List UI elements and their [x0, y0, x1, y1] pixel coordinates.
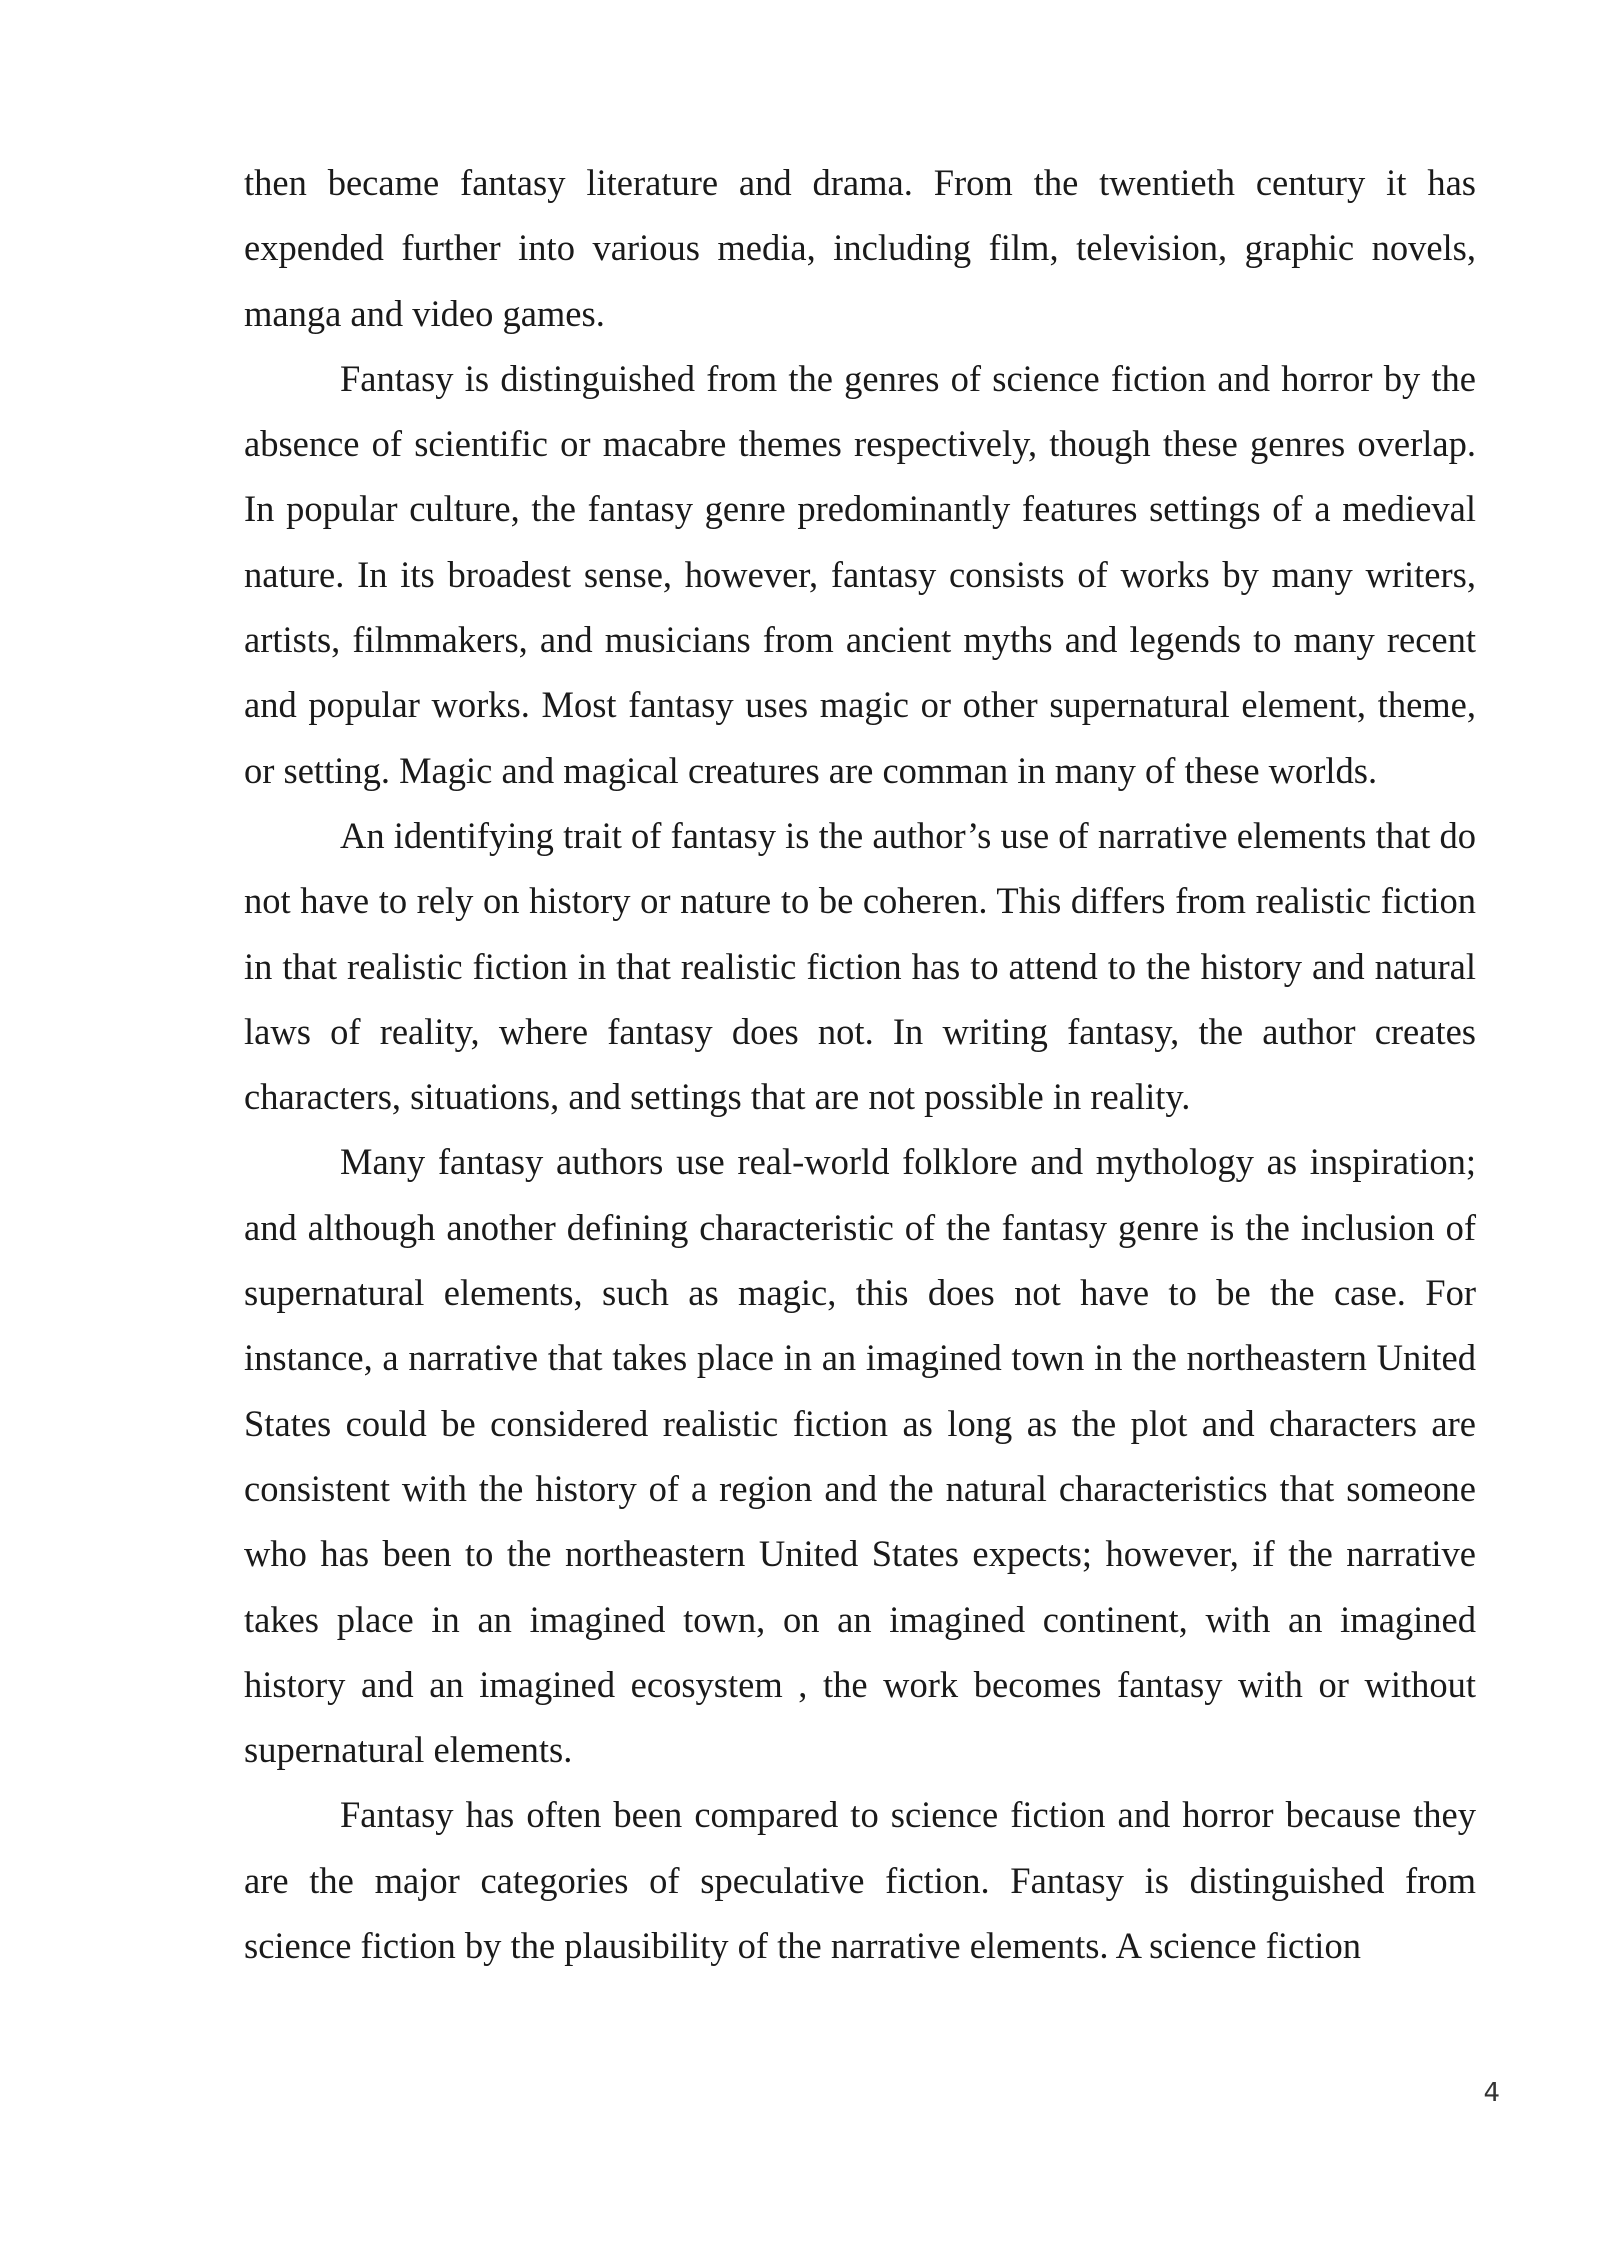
- paragraph-5: Fantasy has often been compared to science fiction and horror because they are the major categories of speculative fiction. Fantasy is distinguished from science fiction by the plausibility of the narrative elements. A science fiction: [244, 1794, 1476, 1967]
- paragraph-1: then became fantasy literature and drama. From the twentieth century it has expended further into various media, including film, television, graphic novels, manga and video games.: [244, 162, 1476, 334]
- body-text: [244, 150, 1476, 1978]
- page-number: 4: [1483, 2078, 1500, 2108]
- paragraph-4: Many fantasy authors use real-world folklore and mythology as inspiration; and although another defining characteristic of the fantasy genre is the inclusion of supernatural elements, such as magic, this does not have to be the case. For instance, a narrative that takes place in an imagined town in the northeastern United States could be considered realistic fiction as long as the plot and characters are consistent with the history of a region and the natural characteristics that someone who has been to the northeastern United States expects; however, if the narrative takes place in an imagined town, on an imagined continent, with an imagined history and an imagined ecosystem , the work becomes fantasy with or without supernatural elements.: [244, 1141, 1476, 1771]
- paragraph-3: An identifying trait of fantasy is the author’s use of narrative elements that do not have to rely on history or nature to be coheren. This differs from realistic fiction in that realistic fiction in that realistic fiction has to attend to the history and natural laws of reality, where fantasy does not. In writing fantasy, the author creates characters, situations, and settings that are not possible in reality.: [244, 814, 1476, 1118]
- paragraph-2: Fantasy is distinguished from the genres of science fiction and horror by the absence of scientific or macabre themes respectively, though these genres overlap. In popular culture, the fantasy genre predominantly features settings of a medieval nature. In its broadest sense, however, fantasy consists of works by many writers, artists, filmmakers, and musicians from ancient myths and legends to many recent and popular works. Most fantasy uses magic or other supernatural element, theme, or setting. Magic and magical creatures are comman in many of these worlds.: [244, 357, 1476, 791]
